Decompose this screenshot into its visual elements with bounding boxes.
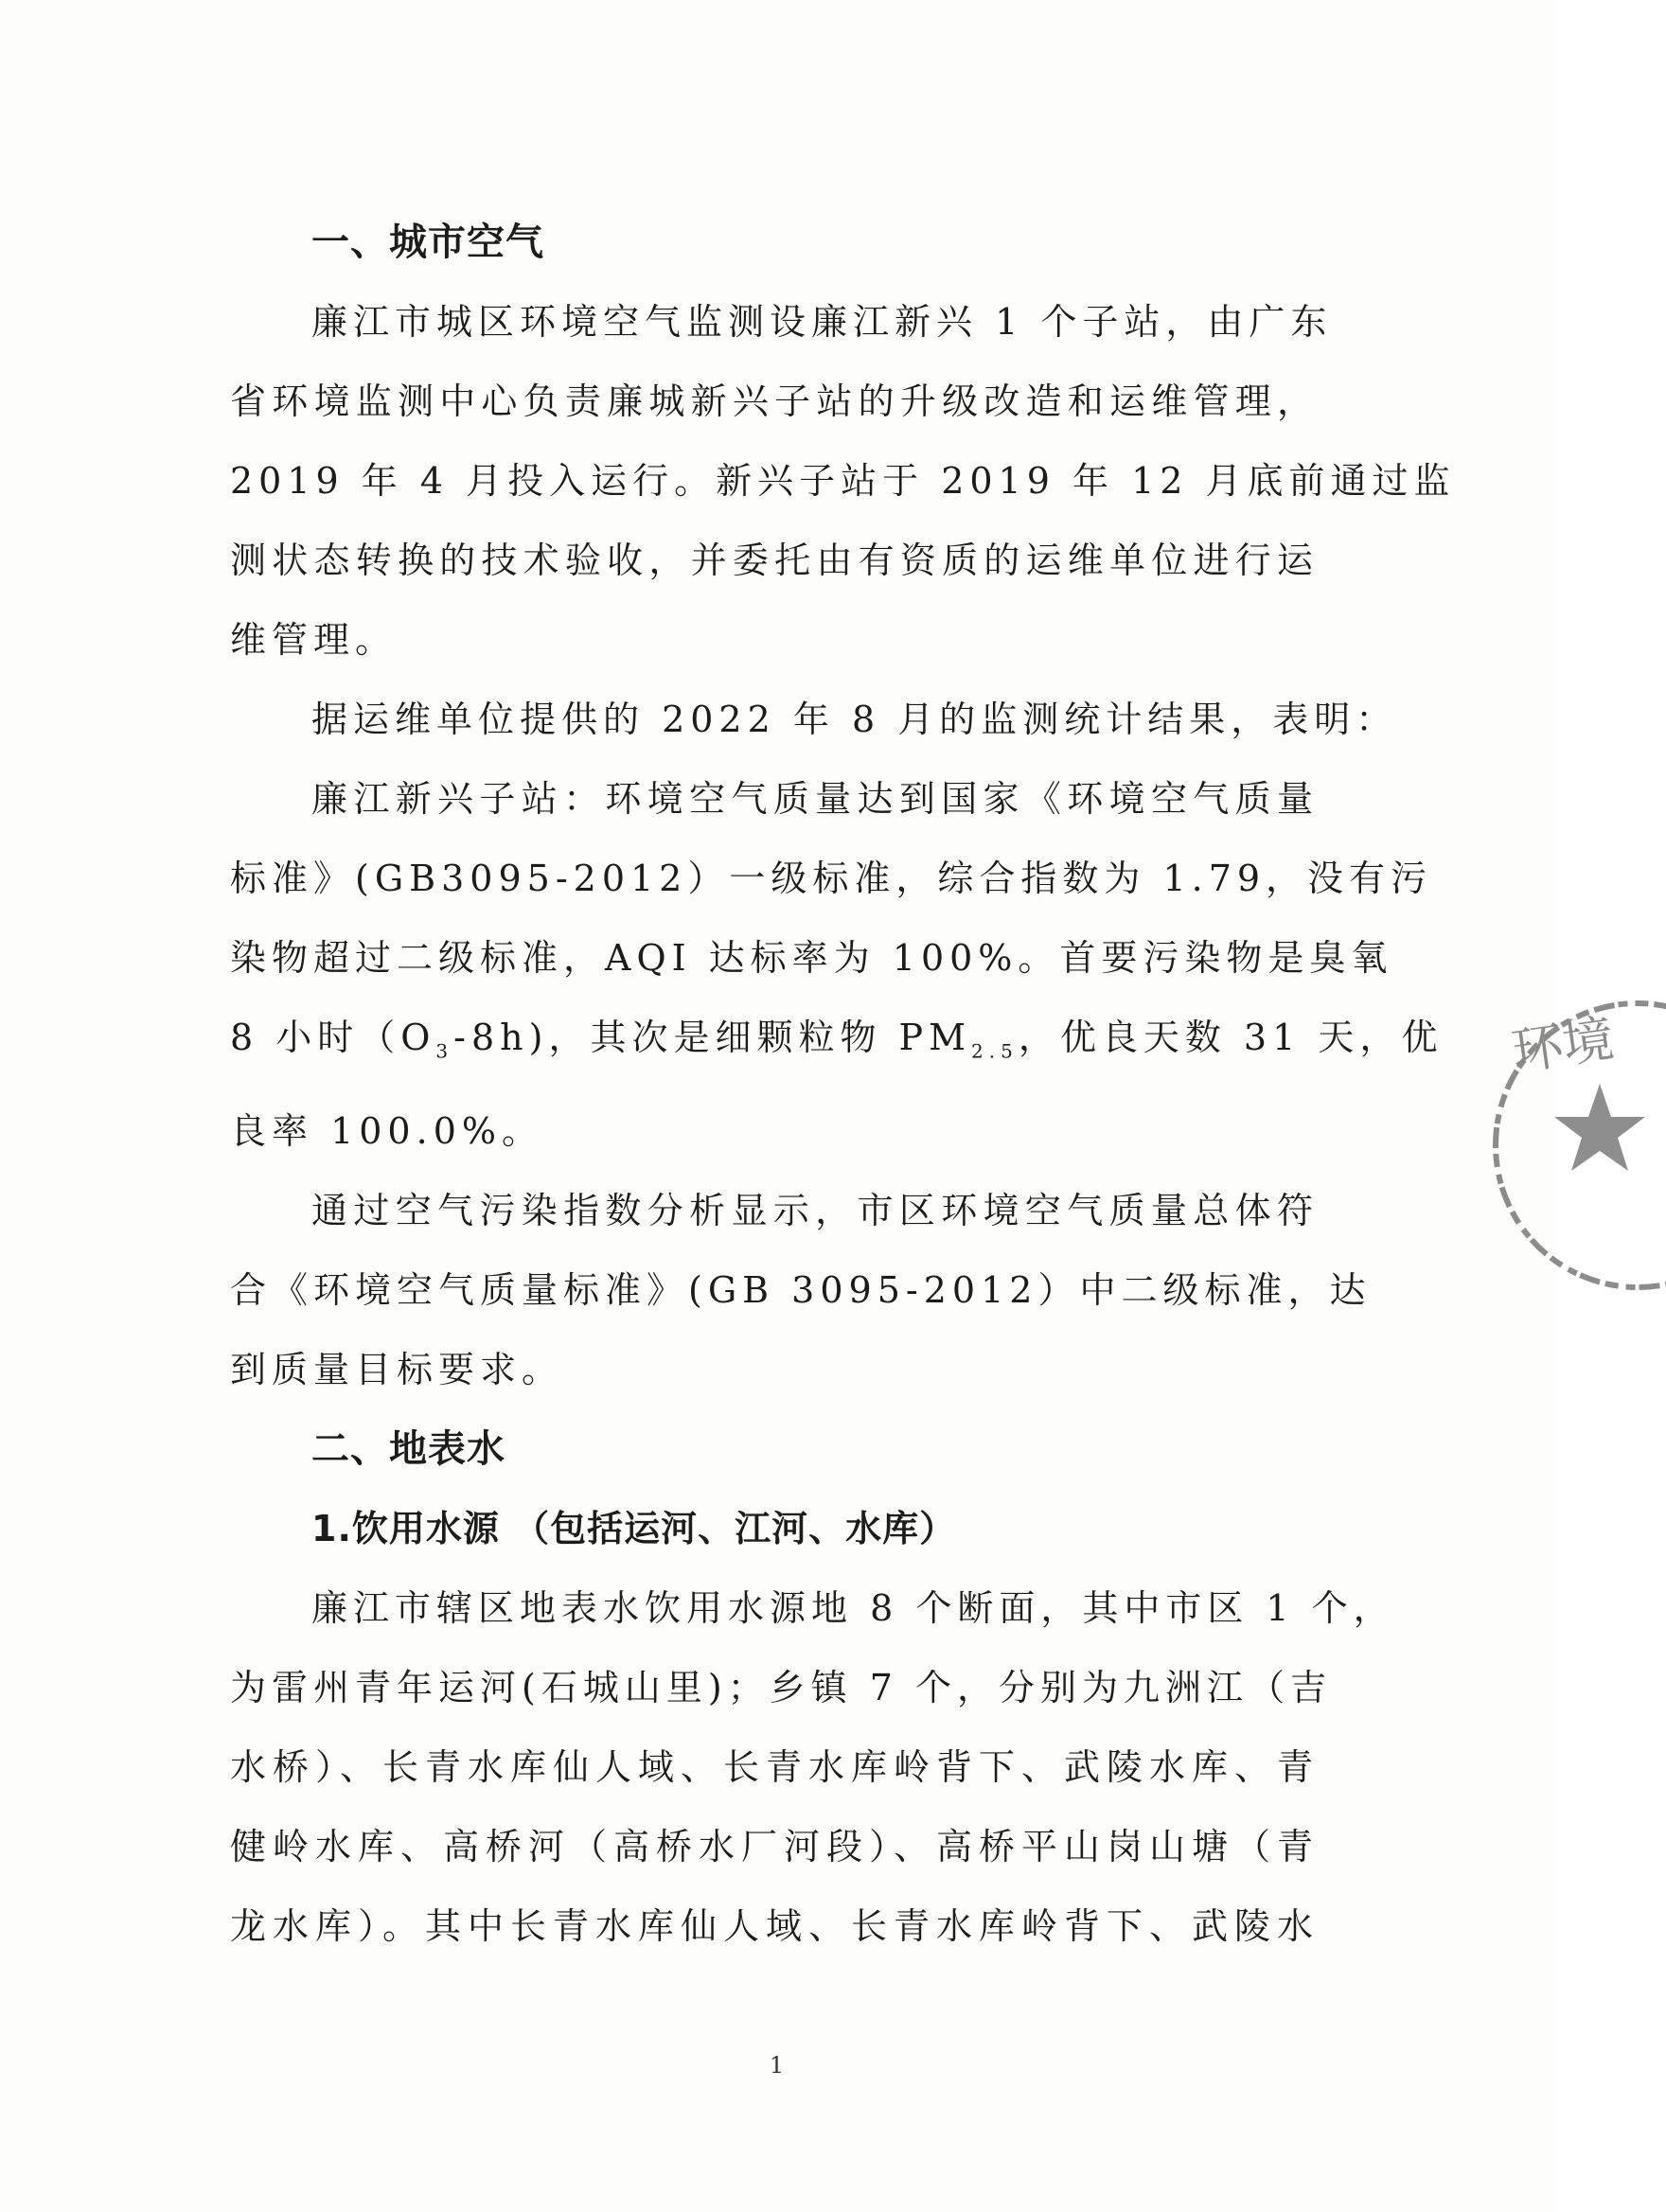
text-line: 为雷州青年运河(石城山里)；乡镇 7 个，分别为九洲江（吉	[230, 1666, 1332, 1708]
text-line: 2019 年 4 月投入运行。新兴子站于 2019 年 12 月底前通过监	[230, 460, 1456, 502]
page-number: 1	[769, 2052, 785, 2079]
paragraph-air-conclusion	[230, 1171, 1372, 1409]
section-heading-surface-water: 二、地表水	[311, 1426, 505, 1471]
text-line: 到质量目标要求。	[230, 1348, 564, 1390]
text-line: 通过空气污染指数分析显示，市区环境空气质量总体符	[311, 1189, 1319, 1231]
text-line-with-subscripts	[230, 998, 1444, 1091]
text-fragment: 8 小时（O	[230, 1017, 436, 1058]
subscript: 3	[435, 1039, 454, 1063]
text-line: 省环境监测中心负责廉城新兴子站的升级改造和运维管理，	[230, 380, 1319, 422]
text-line: 水桥）、长青水库仙人域、长青水库岭背下、武陵水库、青	[230, 1745, 1319, 1788]
text-line: 据运维单位提供的 2022 年 8 月的监测统计结果，表明：	[311, 699, 1398, 740]
text-line: 龙水库）。其中长青水库仙人域、长青水库岭背下、武陵水	[230, 1904, 1319, 1947]
text-line: 良率 100.0%。	[230, 1109, 543, 1152]
paragraph-drinking-water-sources	[230, 1568, 1395, 1966]
subsection-heading-drinking-water: 1.饮用水源 （包括运河、江河、水库）	[311, 1507, 957, 1549]
text-fragment: -8h)，其次是细颗粒物 PM	[453, 1017, 972, 1058]
svg-text:环境: 环境	[1508, 1008, 1618, 1082]
text-line: 健岭水库、高桥河（高桥水厂河段）、高桥平山岗山塘（青	[230, 1825, 1319, 1867]
paragraph-air-results-intro	[230, 680, 1398, 759]
section-heading-air: 一、城市空气	[311, 221, 544, 264]
paragraph-air-station-results	[230, 759, 1444, 1171]
seal-stamp-icon	[1477, 984, 1666, 1306]
text-line: 测状态转换的技术验收，并委托由有资质的运维单位进行运	[230, 540, 1319, 581]
text-line: 标准》(GB3095-2012）一级标准，综合指数为 1.79，没有污	[230, 858, 1433, 899]
text-line: 廉江市辖区地表水饮用水源地 8 个断面，其中市区 1 个，	[311, 1586, 1395, 1629]
text-line: 合《环境空气质量标准》(GB 3095-2012）中二级标准，达	[230, 1268, 1372, 1311]
text-line: 染物超过二级标准，AQI 达标率为 100%。首要污染物是臭氧	[230, 937, 1393, 979]
text-line: 廉江新兴子站：环境空气质量达到国家《环境空气质量	[311, 778, 1319, 820]
document-body	[230, 203, 1456, 1966]
text-line: 廉江市城区环境空气监测设廉江新兴 1 个子站，由广东	[311, 301, 1333, 343]
subscript: 2.5	[971, 1039, 1019, 1063]
text-line: 维管理。	[230, 619, 398, 661]
paragraph-air-monitoring	[230, 282, 1456, 680]
text-fragment: ，优良天数 31 天，优	[1018, 1017, 1444, 1058]
